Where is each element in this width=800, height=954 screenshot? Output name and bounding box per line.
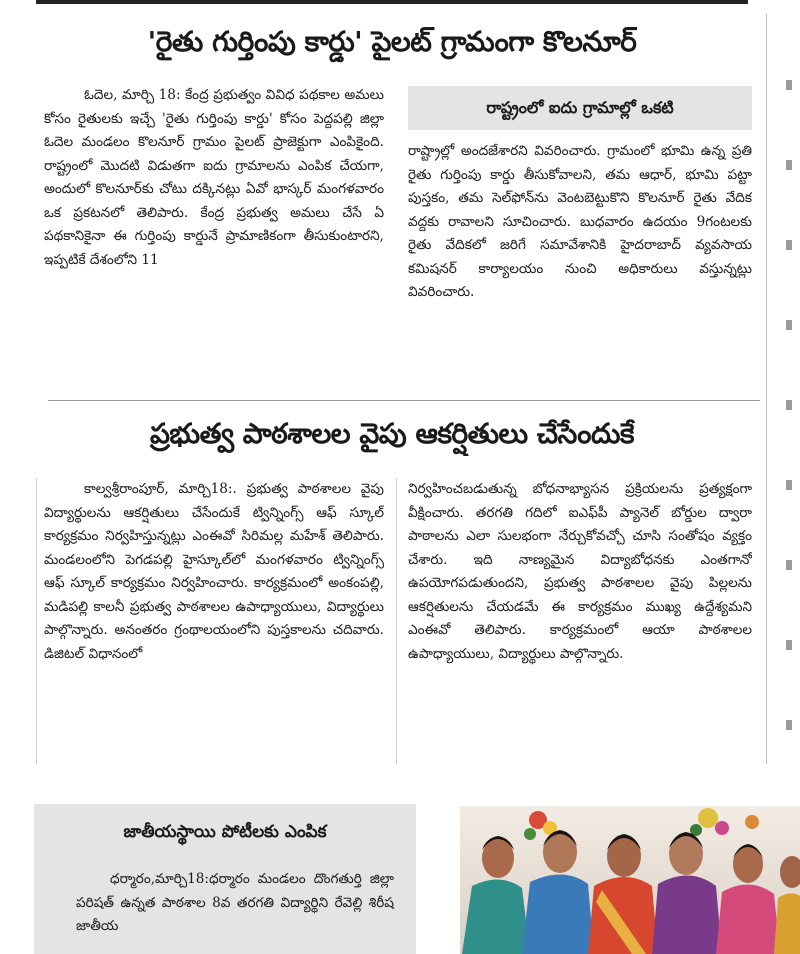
article2-body-right: నిర్వహించబడుతున్న బోధనాభ్యాసన ప్రక్రియలను ప్రత్యక్షంగా వీక్షించారు. తరగతి గదిలో ఐఎఫ్‌పీ ప్యానెల్ బోర్డుల ద్వారా పాఠాలను ఎలా సులభంగా నేర్చుకోవచ్చో చూసి సంతోషం వ్యక్తం చేశారు. ఇది నాణ్యమైన విద్యాబోధనకు ఎంతగానో ఉపయోగపడుతుందని, ప్రభుత్వ పాఠశాలల వైపు పిల్లలను ఆకర్షితులను చేయడమే ఈ కార్యక్రమం ముఖ్య ఉద్దేశ్యమని ఎంఈవో తెలిపారు. కార్యక్రమంలో ఆయా పాఠశాలల ఉపాధ్యాయులు, విద్యార్థులు పాల్గొన్నారు. [408,481,752,662]
article1-subheadline: రాష్ట్రంలో ఐదు గ్రామాల్లో ఒకటి [408,86,752,130]
article3-box [34,804,416,954]
article2-headline: ప్రభుత్వ పాఠశాలల వైపు ఆకర్షితులు చేసేందుకే [149,417,635,450]
group-photo-image [460,806,800,954]
article2-body-left: కాల్వశ్రీరాంపూర్, మార్చి18:. ప్రభుత్వ పాఠశాలల వైపు విద్యార్థులను ఆకర్షితులు చేసేందుకే ట్విన్నింగ్స్ ఆఫ్ స్కూల్ కార్యక్రమం నిర్వహిస్తున్నట్లు ఎంఈవో సిరిమల్ల మహేశ్ తెలిపారు. మండలంలోని పెగడపల్లి హైస్కూల్‌లో మంగళవారం ట్విన్నింగ్స్ ఆఫ్ స్కూల్ కార్యక్రమం నిర్వహించారు. కార్యక్రమంలో అంకంపల్లి, మడిపల్లి కాలనీ ప్రభుత్వ పాఠశాలల ఉపాధ్యాయులు, విద్యార్థులు పాల్గొన్నారు. అనంతరం గ్రంథాలయంలోని పుస్తకాలను చదివారు. డిజిటల్ విధానంలో [44,481,384,662]
article3-body: ధర్మారం,మార్చి18:ధర్మారం మండలం దొంగతుర్తి జిల్లా పరిషత్ ఉన్నత పాఠశాల 8వ తరగతి విద్యార్థిని రేవెల్లి శిరీష జాతీయ [76,871,394,934]
article3-headline: జాతీయస్థాయి పోటీలకు ఎంపిక [123,822,327,842]
news-photo [460,806,800,954]
article1-headline: 'రైతు గుర్తింపు కార్డు' పైలట్ గ్రామంగా కొలనూర్ [147,25,637,58]
next-column-edge [778,10,800,770]
article2-column-divider [396,478,397,764]
article2-left-rule [36,478,37,764]
right-column-rule [766,14,767,764]
article-separator [48,400,760,401]
article1-body-right: రాష్ట్రాల్లో అందజేశారని వివరించారు. గ్రామంలో భూమి ఉన్న ప్రతి రైతు గుర్తింపు కార్డు తీసుకోవాలని, తమ ఆధార్, భూమి పట్టా పుస్తకం, తమ సెల్‌ఫోన్‌ను వెంటబెట్టుకొని కొలనూర్ రైతు వేదిక వద్దకు రావాలని సూచించారు. బుధవారం ఉదయం 9గంటలకు రైతు వేదికలో జరిగే సమావేశానికి హైదరాబాద్ వ్యవసాయ కమిషనర్ కార్యాలయం నుంచి అధికారులు వస్తున్నట్లు వివరించారు. [408,143,752,300]
top-rule [36,0,748,4]
article1-body-left: ఓదెల, మార్చి 18: కేంద్ర ప్రభుత్వం వివిధ పథకాల అమలు కోసం రైతులకు ఇచ్చే 'రైతు గుర్తింపు కార్డు' కోసం పెద్దపల్లి జిల్లా ఓదెల మండలం కొలనూర్ గ్రామం పైలట్ ప్రాజెక్టుగా ఎంపికైంది. రాష్ట్రంలో మొదటి విడుతగా ఐదు గ్రామాలను ఎంపిక చేయగా, అందులో కొలనూర్‌కు చోటు దక్కినట్లు ఏవో భాస్కర్ మంగళవారం ఒక ప్రకటనలో తెలిపారు. కేంద్ర ప్రభుత్వ అమలు చేసే ఏ పథకానికైనా ఈ గుర్తింపు కార్డునే ప్రామాణికంగా తీసుకుంటారని, ఇప్పటికే దేశంలోని 11 [44,87,384,268]
